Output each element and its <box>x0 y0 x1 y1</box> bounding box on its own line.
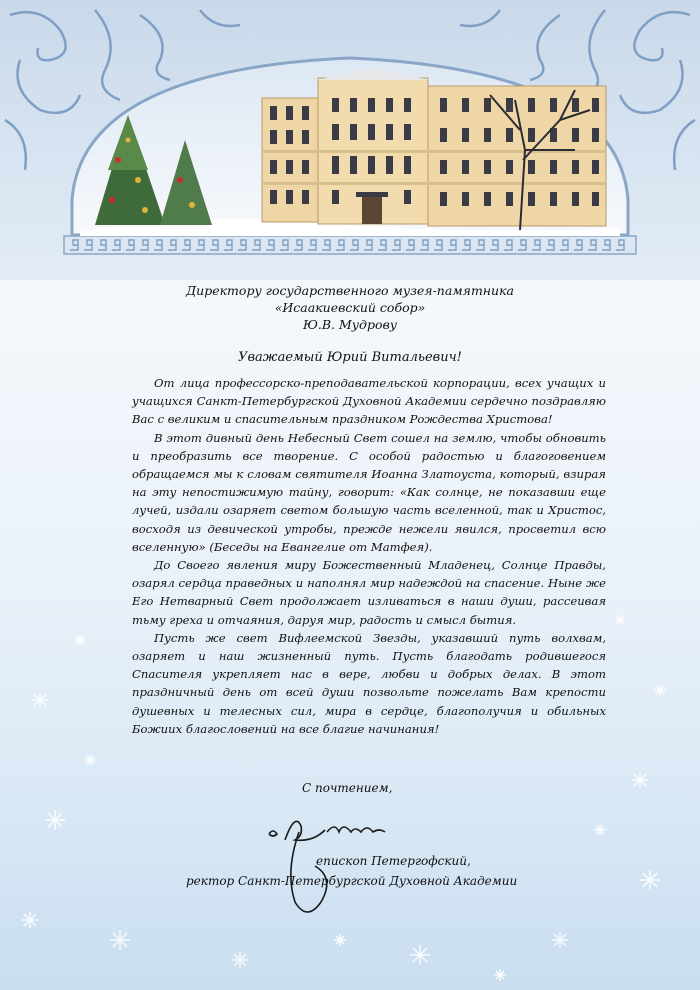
signatory-title: епископ Петергофский, <box>316 854 471 868</box>
snowflake-icon <box>22 912 38 928</box>
snowflake-icon <box>110 930 130 950</box>
snowflake-icon <box>32 692 48 708</box>
recipient-line-3: Ю.В. Мудрову <box>302 317 398 332</box>
signatory-position: ректор Санкт-Петербургской Духовной Академии <box>186 874 518 888</box>
snowflake-icon <box>232 952 248 968</box>
snowflake-icon <box>632 772 648 788</box>
snowflake-icon <box>84 754 96 766</box>
recipient-line-1: Директору государственного музея-памятника <box>185 283 514 298</box>
header-illustration <box>0 0 700 280</box>
letter-body <box>132 374 606 738</box>
paragraph-2: В этот дивный день Небесный Свет сошел на землю, чтобы обновить и преобразить все творение. С особой радостью и благоговением обращаемся мы к словам святителя Иоанна Златоуста, который, взирая на эту непостижимую тайну, говорит: «Как солнце, не показавши еще лучей, издали озаряет светом большую часть вселенной, так и Христос, восходя из девической утробы, прежде нежели явился, просветил всю вселенную» (Беседы на Евангелие от Матфея). <box>132 430 606 554</box>
snowflake-icon <box>45 810 65 830</box>
recipient-line-2: «Исаакиевский собор» <box>274 300 426 315</box>
paragraph-3: До Своего явления миру Божественный Младенец, Солнце Правды, озарял сердца праведных и наполнял мир надеждой на спасение. Ныне же Его Нетварный Свет продолжает изливаться в наши души, рассеивая тьму греха и отчаяния, даруя мир, радость и смысл бытия. <box>132 558 606 627</box>
snowflake-icon <box>410 945 430 965</box>
snowflake-icon <box>552 932 568 948</box>
closing: С почтением, <box>302 781 393 795</box>
paragraph-4: Пусть же свет Вифлеемской Звезды, указавший путь волхвам, озаряет и наш жизненный путь. Пусть благодать родившегося Спасителя укрепляет нас в вере, любви и добрых делах. В этот праздничный день от всей души позвольте пожелать Вам крепости душевных и телесных сил, мира в сердце, благополучия и обильных Божиих благословений на все благие начинания! <box>132 630 606 736</box>
snowflake-icon <box>334 934 346 946</box>
snowflake-icon <box>75 635 85 645</box>
greeting: Уважаемый Юрий Витальевич! <box>238 350 462 365</box>
snowflake-icon <box>494 969 506 981</box>
snowflake-icon <box>594 824 606 836</box>
greek-key-border <box>64 236 636 254</box>
snowflake-icon <box>654 684 666 696</box>
recipient-address <box>0 282 700 333</box>
paragraph-1: От лица профессорско-преподавательской корпорации, всех учащих и учащихся Санкт-Петербургской Духовной Академии сердечно поздравляю Вас с великим и спасительным праздником Рождества Христова! <box>132 376 606 427</box>
snowflake-icon <box>615 615 625 625</box>
snowflake-icon <box>640 870 660 890</box>
